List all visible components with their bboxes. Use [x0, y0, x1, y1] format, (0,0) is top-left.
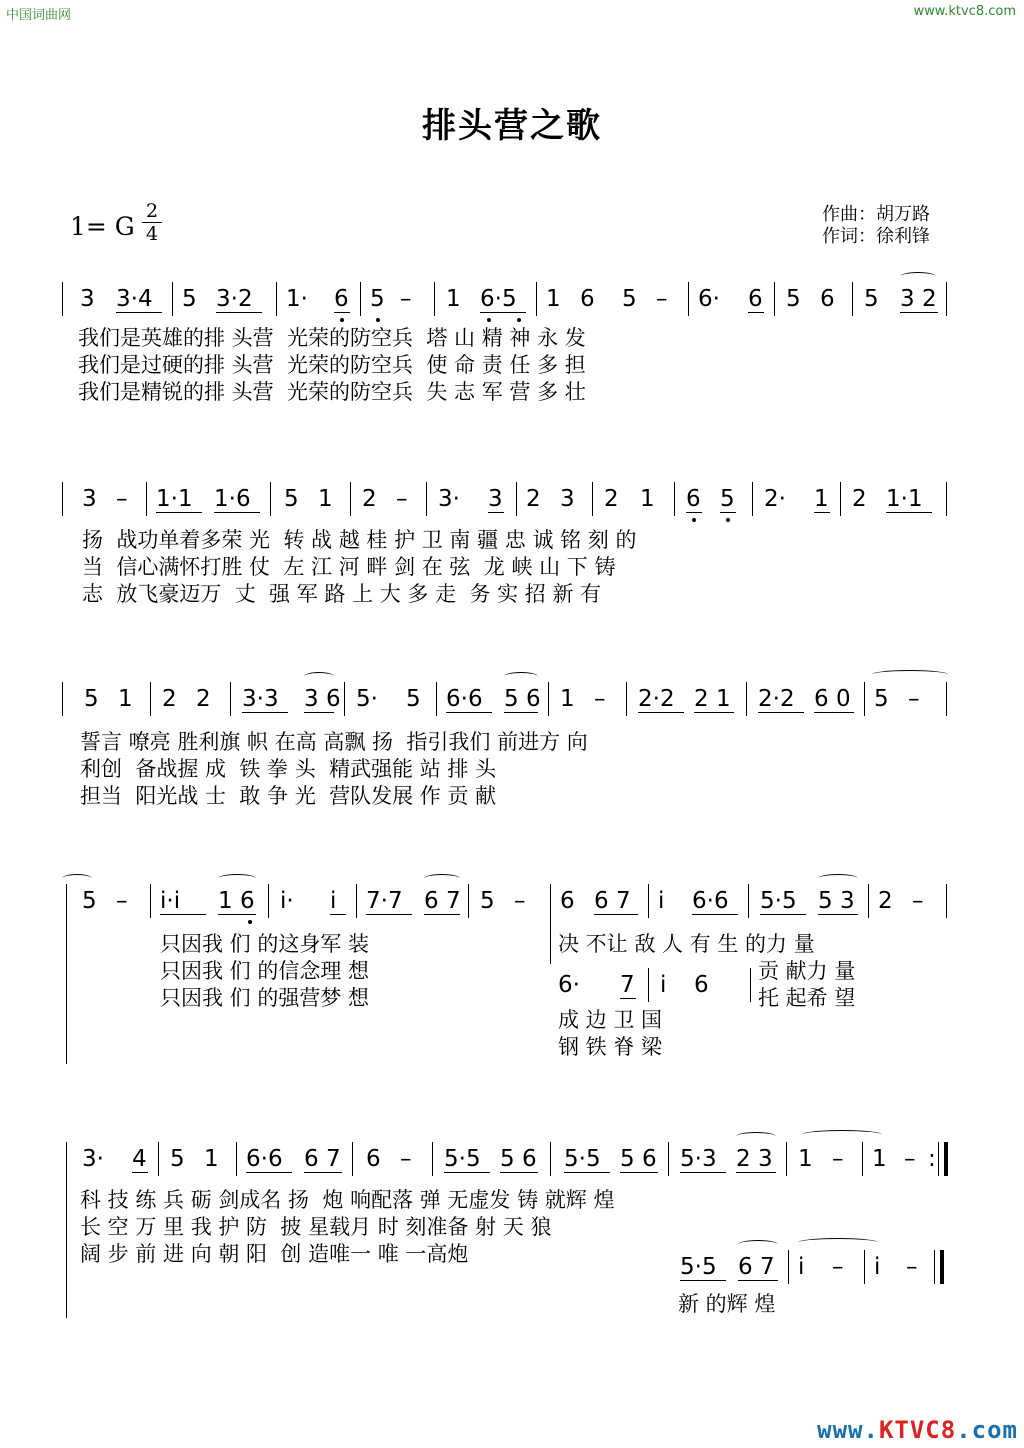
- note: 5: [84, 686, 99, 712]
- note: –: [116, 486, 128, 512]
- barline: [788, 1250, 789, 1284]
- note: 2: [526, 486, 541, 512]
- barline: [946, 884, 947, 918]
- underline: [246, 1172, 292, 1173]
- note: i: [798, 1254, 805, 1280]
- barline: [752, 482, 753, 516]
- note: 2: [362, 486, 377, 512]
- underline: [304, 712, 334, 713]
- note: 4: [132, 1146, 147, 1172]
- note: 1: [546, 286, 561, 312]
- note: 1: [798, 1146, 813, 1172]
- barline: [946, 482, 947, 516]
- underline: [692, 914, 738, 915]
- note: 1: [118, 686, 133, 712]
- underline: [594, 914, 638, 915]
- note: 5·5: [444, 1146, 481, 1172]
- slur: [736, 1132, 776, 1141]
- underline: [736, 1172, 776, 1173]
- underline: [444, 1172, 490, 1173]
- staff-row-3: [62, 682, 947, 716]
- note: –: [396, 486, 408, 512]
- note: 1 6: [218, 888, 255, 914]
- lyric-line: 只因我 们 的信念理 想: [160, 959, 370, 983]
- note: i: [874, 1254, 881, 1280]
- repeat-dots: :: [928, 1146, 936, 1172]
- slur: [504, 672, 538, 681]
- note: 3: [560, 486, 575, 512]
- note: i·i: [160, 888, 181, 914]
- slur: [802, 1130, 882, 1139]
- barline: [840, 482, 841, 516]
- note: –: [908, 686, 920, 712]
- low-octave-dot: [692, 518, 696, 522]
- barline: [550, 884, 551, 964]
- barline: [648, 884, 649, 918]
- alt-ending-staff: [550, 968, 760, 1002]
- time-sig-top: 2: [145, 200, 159, 222]
- barline: [516, 482, 517, 516]
- barline: [688, 282, 689, 316]
- underline: [886, 512, 932, 513]
- barline: [432, 1142, 433, 1176]
- note: 5·: [356, 686, 378, 712]
- note: 6 7: [304, 1146, 341, 1172]
- note: i: [658, 888, 665, 914]
- note: i: [660, 972, 667, 998]
- barline: [350, 482, 351, 516]
- barline: [344, 682, 345, 716]
- note: 6: [820, 286, 835, 312]
- note: –: [906, 1254, 918, 1280]
- barline: [648, 968, 649, 1002]
- note: –: [912, 888, 924, 914]
- note: 5: [874, 686, 889, 712]
- note: 3·4: [116, 286, 153, 312]
- barline: [864, 1250, 865, 1284]
- barline: [786, 1142, 787, 1176]
- time-sig-bottom: 4: [145, 223, 159, 245]
- barline: [172, 282, 173, 316]
- barline: [750, 968, 751, 1002]
- note: –: [832, 1146, 844, 1172]
- barline: [548, 682, 549, 716]
- lyric-line: 当 信心满怀打胜 仗 左 江 河 畔 剑 在 弦 龙 峡 山 下 铸: [82, 555, 616, 579]
- underline: [366, 914, 412, 915]
- note: 3·2: [216, 286, 253, 312]
- barline: [230, 682, 231, 716]
- slur: [62, 874, 92, 883]
- note: –: [904, 1146, 916, 1172]
- barline: [592, 482, 593, 516]
- song-title: 排头营之歌: [422, 106, 602, 146]
- note: –: [400, 1146, 412, 1172]
- barline: [150, 682, 151, 716]
- note: 3·: [82, 1146, 104, 1172]
- barline: [146, 482, 147, 516]
- barline: [360, 282, 361, 316]
- note: 2·: [764, 486, 786, 512]
- barline: [270, 482, 271, 516]
- note: 5: [406, 686, 421, 712]
- barline: [468, 884, 469, 918]
- note: 6 7: [424, 888, 461, 914]
- note: 2: [878, 888, 893, 914]
- note: 1: [814, 486, 829, 512]
- lyric-line: 托 起希 望: [758, 986, 856, 1010]
- note: 5 6: [504, 686, 541, 712]
- low-octave-dot: [726, 518, 730, 522]
- note: 2 1: [694, 686, 731, 712]
- lyric-line: 我们是英雄的排 头营 光荣的防空兵 塔 山 精 神 永 发: [78, 326, 586, 350]
- note: 2: [196, 686, 211, 712]
- underline: [680, 1172, 726, 1173]
- barline: [674, 482, 675, 516]
- note: 3 2: [900, 286, 937, 312]
- note: 5: [284, 486, 299, 512]
- site-watermark-right[interactable]: www.ktvc8.com: [913, 4, 1016, 19]
- note: 1: [640, 486, 655, 512]
- note: 6·6: [692, 888, 729, 914]
- underline: [214, 512, 260, 513]
- note: 5·5: [680, 1254, 717, 1280]
- underline: [216, 312, 262, 313]
- barline: [550, 1142, 551, 1176]
- barline: [946, 282, 947, 316]
- underline: [156, 512, 202, 513]
- underline: [334, 312, 350, 313]
- underline: [900, 312, 938, 313]
- note: –: [656, 286, 668, 312]
- note: 6: [686, 486, 701, 512]
- underline: [132, 1172, 148, 1173]
- staff-row-2: [62, 482, 947, 516]
- barline: [746, 682, 747, 716]
- barline: [852, 282, 853, 316]
- note: 5: [82, 888, 97, 914]
- note: 2·2: [638, 686, 675, 712]
- note: 1: [560, 686, 575, 712]
- barline: [66, 884, 67, 1064]
- barline: [536, 282, 537, 316]
- note: 5: [480, 888, 495, 914]
- barline: [938, 1142, 939, 1176]
- underline: [116, 312, 162, 313]
- site-watermark-left[interactable]: 中国词曲网: [6, 8, 72, 23]
- underline: [304, 1172, 342, 1173]
- note: 5·5: [760, 888, 797, 914]
- note: 1·: [286, 286, 308, 312]
- note: 1: [318, 486, 333, 512]
- lyricist-credit: 作词：徐利锋: [822, 226, 930, 247]
- note: 6·: [698, 286, 720, 312]
- underline: [242, 712, 288, 713]
- underline: [424, 914, 460, 915]
- note: 7·7: [366, 888, 403, 914]
- note: 3: [488, 486, 503, 512]
- underline: [564, 1172, 610, 1173]
- note: 5: [170, 1146, 185, 1172]
- barline: [434, 282, 435, 316]
- note: 6: [580, 286, 595, 312]
- barline: [940, 1250, 944, 1284]
- underline: [818, 914, 858, 915]
- underline: [160, 914, 206, 915]
- underline: [638, 712, 684, 713]
- note: 6 7: [738, 1254, 775, 1280]
- underline: [758, 712, 804, 713]
- barline: [66, 1142, 67, 1318]
- note: 5: [370, 286, 385, 312]
- note: 2 3: [736, 1146, 773, 1172]
- lyric-line: 担当 阳光战 士 敢 争 光 营队发展 作 贡 献: [80, 784, 497, 808]
- lyric-line: 誓言 嘹亮 胜利旗 帜 在高 高飘 扬 指引我们 前进方 向: [80, 730, 588, 754]
- note: 1: [872, 1146, 887, 1172]
- note: 7: [620, 972, 635, 998]
- note: 6·6: [446, 686, 483, 712]
- footer-suffix: .com: [956, 1416, 1018, 1444]
- note: i·: [280, 888, 294, 914]
- note: 3: [82, 486, 97, 512]
- note: 6: [694, 972, 709, 998]
- note: 6 0: [814, 686, 851, 712]
- lyric-line: 只因我 们 的这身军 装: [160, 932, 370, 956]
- time-signature: [142, 202, 162, 243]
- slur: [798, 1238, 878, 1247]
- underline: [748, 312, 764, 313]
- underline: [330, 914, 346, 915]
- note: 6: [748, 286, 763, 312]
- note: 2: [604, 486, 619, 512]
- footer-prefix: www.: [817, 1416, 879, 1444]
- note: 6: [366, 1146, 381, 1172]
- underline: [500, 1172, 538, 1173]
- lyric-line: 贡 献力 量: [758, 959, 856, 983]
- composer-credit: 作曲：胡万路: [822, 204, 930, 225]
- lyric-line: 决 不让 敌 人 有 生 的力 量: [558, 932, 815, 956]
- note: 5: [622, 286, 637, 312]
- note: 6: [560, 888, 575, 914]
- note: 6·: [558, 972, 580, 998]
- lyric-line: 志 放飞豪迈万 丈 强 军 路 上 大 多 走 务 实 招 新 有: [82, 582, 602, 606]
- underline: [620, 1172, 658, 1173]
- barline: [934, 1250, 935, 1284]
- note: –: [832, 1254, 844, 1280]
- barline: [748, 884, 749, 918]
- note: 5·3: [680, 1146, 717, 1172]
- slur: [218, 874, 256, 883]
- coda-staff: [672, 1250, 952, 1284]
- low-octave-dot: [248, 920, 252, 924]
- underline: [760, 914, 806, 915]
- footer-brand: KTVC8: [878, 1416, 957, 1444]
- lyric-line: 钢 铁 脊 梁: [558, 1035, 663, 1059]
- lyric-line: 新 的辉 煌: [678, 1292, 776, 1316]
- barline: [946, 682, 947, 716]
- slur: [872, 670, 948, 679]
- lyric-line: 我们是过硬的排 头营 光荣的防空兵 使 命 责 任 多 担: [78, 353, 586, 377]
- barline: [356, 884, 357, 918]
- barline: [774, 282, 775, 316]
- note: 5: [786, 286, 801, 312]
- key-signature: 1= G: [70, 212, 135, 241]
- footer-watermark[interactable]: [817, 1416, 1018, 1444]
- underline: [504, 712, 538, 713]
- note: 3 6: [304, 686, 341, 712]
- barline: [236, 1142, 237, 1176]
- lyric-line: 科 技 练 兵 砺 剑成名 扬 炮 响配落 弹 无虚发 铸 就辉 煌: [80, 1188, 615, 1212]
- note: 1·6: [214, 486, 251, 512]
- barline: [626, 682, 627, 716]
- note: 2: [162, 686, 177, 712]
- note: 1: [446, 286, 461, 312]
- slur: [900, 272, 936, 281]
- note: –: [514, 888, 526, 914]
- barline: [268, 884, 269, 918]
- barline: [868, 884, 869, 918]
- barline: [864, 682, 865, 716]
- slur: [304, 672, 334, 681]
- underline: [218, 914, 256, 915]
- note: 5·5: [564, 1146, 601, 1172]
- note: 5 6: [620, 1146, 657, 1172]
- barline: [352, 1142, 353, 1176]
- barline: [862, 1142, 863, 1176]
- barline: [158, 1142, 159, 1176]
- barline: [62, 482, 63, 516]
- underline: [620, 998, 636, 999]
- barline: [426, 482, 427, 516]
- lyric-line: 长 空 万 里 我 护 防 披 星载月 时 刻准备 射 天 狼: [80, 1215, 552, 1239]
- underline: [738, 1280, 778, 1281]
- note: 1·1: [156, 486, 193, 512]
- barline: [62, 282, 63, 316]
- barline: [668, 1142, 669, 1176]
- note: 5: [720, 486, 735, 512]
- note: –: [116, 888, 128, 914]
- note: –: [400, 286, 412, 312]
- note: 1: [204, 1146, 219, 1172]
- slur: [424, 874, 460, 883]
- note: 3·3: [242, 686, 279, 712]
- note: i: [330, 888, 337, 914]
- barline: [276, 282, 277, 316]
- underline: [814, 712, 854, 713]
- underline: [446, 712, 492, 713]
- underline: [680, 1280, 726, 1281]
- note: 2: [852, 486, 867, 512]
- slur: [738, 1240, 778, 1249]
- note: 6: [334, 286, 349, 312]
- underline: [480, 312, 526, 313]
- underline: [814, 512, 830, 513]
- note: 6·6: [246, 1146, 283, 1172]
- underline: [694, 712, 734, 713]
- barline: [944, 1142, 948, 1176]
- barline: [62, 682, 63, 716]
- underline: [686, 512, 702, 513]
- lyric-line: 扬 战功单着多荣 光 转 战 越 桂 护 卫 南 疆 忠 诚 铭 刻 的: [82, 528, 637, 552]
- underline: [488, 512, 504, 513]
- note: 2·2: [758, 686, 795, 712]
- note: 5 3: [818, 888, 855, 914]
- note: 1·1: [886, 486, 923, 512]
- barline: [436, 682, 437, 716]
- staff-row-5: [62, 1142, 947, 1176]
- note: 3: [80, 286, 95, 312]
- slur: [818, 874, 858, 883]
- note: 6·5: [480, 286, 517, 312]
- lyric-line: 只因我 们 的强营梦 想: [160, 986, 370, 1010]
- lyric-line: 阔 步 前 进 向 朝 阳 创 造唯一 唯 一高炮: [80, 1242, 469, 1266]
- note: 5: [864, 286, 879, 312]
- note: 5 6: [500, 1146, 537, 1172]
- underline: [720, 512, 736, 513]
- lyric-line: 我们是精锐的排 头营 光荣的防空兵 失 志 军 营 多 壮: [78, 380, 586, 404]
- lyric-line: 利创 备战握 成 铁 拳 头 精武强能 站 排 头: [80, 757, 497, 781]
- note: 5: [182, 286, 197, 312]
- note: –: [594, 686, 606, 712]
- barline: [150, 884, 151, 918]
- lyric-line: 成 边 卫 国: [558, 1008, 663, 1032]
- note: 3·: [438, 486, 460, 512]
- note: 6 7: [594, 888, 631, 914]
- staff-row-4: [62, 884, 947, 918]
- staff-row-1: [62, 282, 947, 316]
